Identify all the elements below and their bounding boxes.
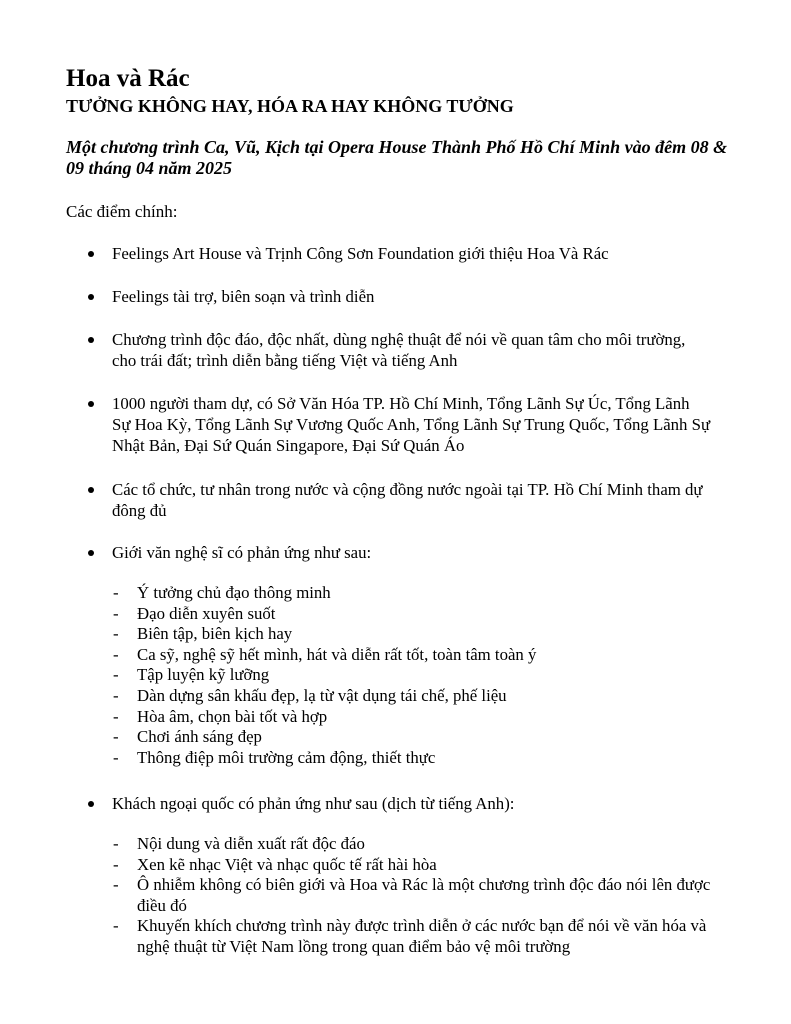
dash-marker: - xyxy=(113,583,119,602)
list-item-text: Chơi ánh sáng đẹp xyxy=(137,727,262,747)
list-item xyxy=(113,624,737,645)
list-item xyxy=(113,834,737,855)
bullet-dot-icon xyxy=(88,251,94,257)
bullet-text: 1000 người tham dự, có Sở Văn Hóa TP. Hồ Chí Minh, Tổng Lãnh Sự Úc, Tổng Lãnh Sự Hoa Kỳ, Tổng Lãnh Sự Vương Quốc Anh, Tổng Lãnh Sự Trung Quốc, Tổng Lãnh Sự Nhật Bản, Đại Sứ Quán Singapore, Đại Sứ Quán Áo xyxy=(112,394,711,455)
section-label: Các điểm chính: xyxy=(66,202,178,221)
list-item xyxy=(113,686,737,707)
bullet-dot-icon xyxy=(88,550,94,556)
bullet-dot-icon xyxy=(88,337,94,343)
list-item xyxy=(113,604,737,625)
foreign-reactions-list xyxy=(113,834,737,958)
dash-marker: - xyxy=(113,834,119,853)
list-item xyxy=(113,916,737,957)
dash-marker: - xyxy=(113,665,119,685)
bullet-dot-icon xyxy=(88,487,94,493)
dash-marker: - xyxy=(113,747,119,767)
bullet-text: Khách ngoại quốc có phản ứng như sau (dịch từ tiếng Anh): xyxy=(112,794,515,813)
bullet-text: Feelings Art House và Trịnh Công Sơn Foundation giới thiệu Hoa Và Rác xyxy=(112,244,609,263)
list-item-text: Biên tập, biên kịch hay xyxy=(137,624,293,644)
dash-marker: - xyxy=(113,727,119,747)
list-item-text: Nội dung và diễn xuất rất độc đáo xyxy=(137,834,365,853)
bullet-dot-icon xyxy=(88,294,94,300)
list-item xyxy=(113,855,737,876)
list-item xyxy=(113,707,737,728)
list-item-text: Dàn dựng sân khấu đẹp, lạ từ vật dụng tái chế, phế liệu xyxy=(137,685,507,705)
list-item xyxy=(113,875,737,916)
dash-marker: - xyxy=(113,916,119,936)
list-item-text: Tập luyện kỹ lưỡng xyxy=(137,665,270,685)
dash-marker: - xyxy=(113,644,119,664)
list-item xyxy=(113,665,737,686)
document-title: Hoa và Rác xyxy=(66,65,190,92)
list-item-text: Thông điệp môi trường cảm động, thiết thực xyxy=(137,747,436,767)
dash-marker: - xyxy=(113,854,119,874)
list-item-text: Khuyến khích chương trình này được trình diễn ở các nước bạn để nói về văn hóa và nghệ thuật từ Việt Nam lồng trong quan điểm bảo vệ môi trường xyxy=(137,916,707,956)
dash-marker: - xyxy=(113,685,119,705)
dash-marker: - xyxy=(113,875,119,895)
dash-marker: - xyxy=(113,603,119,623)
list-item-text: Ca sỹ, nghệ sỹ hết mình, hát và diễn rất tốt, toàn tâm toàn ý xyxy=(137,644,537,664)
list-item xyxy=(113,748,737,769)
artists-reactions-list xyxy=(113,583,737,768)
list-item-text: Ô nhiễm không có biên giới và Hoa và Rác là một chương trình độc đáo nói lên được điều đó xyxy=(137,875,711,915)
list-item xyxy=(113,727,737,748)
document-subtitle: TƯỞNG KHÔNG HAY, HÓA RA HAY KHÔNG TƯỞNG xyxy=(66,96,514,116)
intro-paragraph: Một chương trình Ca, Vũ, Kịch tại Opera House Thành Phố Hồ Chí Minh vào đêm 08 & 09 tháng 04 năm 2025 xyxy=(66,137,728,178)
bullet-text: Chương trình độc đáo, độc nhất, dùng nghệ thuật để nói về quan tâm cho môi trường, cho trái đất; trình diễn bằng tiếng Việt và tiếng Anh xyxy=(112,330,686,370)
bullet-dot-icon xyxy=(88,801,94,807)
bullet-text: Giới văn nghệ sĩ có phản ứng như sau: xyxy=(112,543,372,562)
dash-marker: - xyxy=(113,624,119,644)
list-item xyxy=(113,645,737,666)
dash-marker: - xyxy=(113,706,119,726)
bullet-dot-icon xyxy=(88,401,94,407)
list-item-text: Hòa âm, chọn bài tốt và hợp xyxy=(137,706,328,726)
bullet-text: Các tổ chức, tư nhân trong nước và cộng đồng nước ngoài tại TP. Hồ Chí Minh tham dự đông đủ xyxy=(112,480,703,520)
list-item-text: Ý tưởng chủ đạo thông minh xyxy=(137,583,331,602)
list-item-text: Đạo diễn xuyên suốt xyxy=(137,603,276,623)
list-item-text: Xen kẽ nhạc Việt và nhạc quốc tế rất hài hòa xyxy=(137,854,437,874)
bullet-text: Feelings tài trợ, biên soạn và trình diễn xyxy=(112,287,375,306)
list-item xyxy=(113,583,737,604)
